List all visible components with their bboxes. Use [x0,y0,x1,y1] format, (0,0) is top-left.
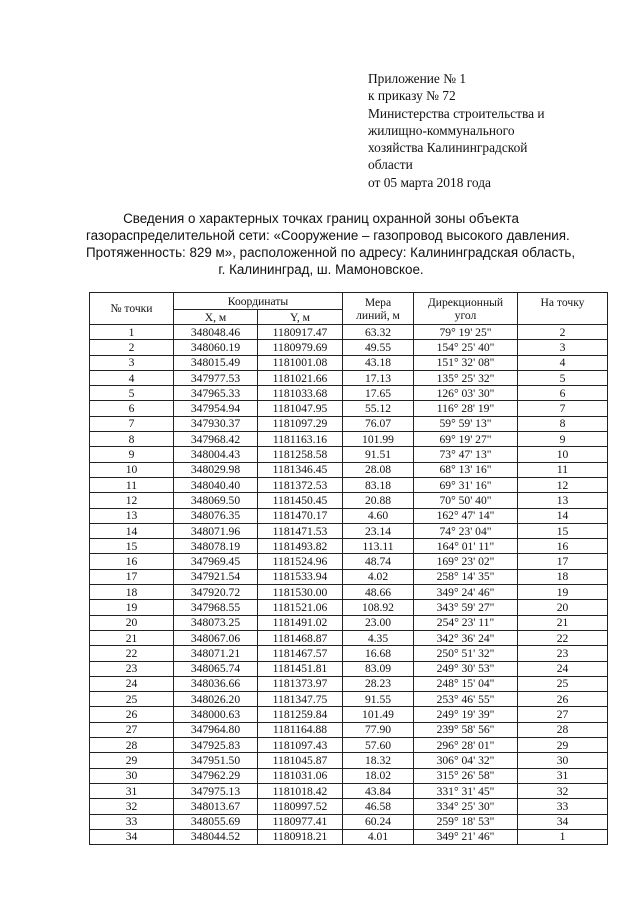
cell-y: 1181097.43 [258,738,343,753]
cell-x: 347925.83 [174,738,258,753]
cell-to-point: 22 [518,630,608,645]
boundary-points-table [89,292,608,845]
cell-length: 60.24 [343,814,414,829]
cell-point-no: 26 [90,707,174,722]
cell-y: 1181164.88 [258,722,343,737]
table-row [90,508,608,523]
cell-x: 348073.25 [174,615,258,630]
cell-angle: 69° 19' 27" [414,432,518,447]
table-row [90,477,608,492]
cell-angle: 259° 18' 53" [414,814,518,829]
cell-point-no: 21 [90,630,174,645]
cell-x: 348026.20 [174,692,258,707]
cell-length: 4.35 [343,630,414,645]
cell-angle: 250° 51' 32" [414,646,518,661]
table-row [90,646,608,661]
cell-y: 1181163.16 [258,432,343,447]
table-row [90,539,608,554]
cell-x: 348000.63 [174,707,258,722]
cell-length: 4.02 [343,569,414,584]
cell-x: 348040.40 [174,477,258,492]
cell-y: 1181346.45 [258,462,343,477]
cell-y: 1180979.69 [258,340,343,355]
cell-length: 48.74 [343,554,414,569]
table-row [90,753,608,768]
cell-angle: 154° 25' 40" [414,340,518,355]
header-x: X, м [174,310,258,325]
header-to-point: На точку [518,293,608,325]
cell-to-point: 13 [518,493,608,508]
appendix-line: жилищно-коммунального [368,122,515,138]
cell-length: 83.09 [343,661,414,676]
cell-length: 16.68 [343,646,414,661]
cell-angle: 306° 04' 32" [414,753,518,768]
cell-length: 28.23 [343,676,414,691]
cell-length: 113.11 [343,539,414,554]
cell-to-point: 21 [518,615,608,630]
cell-point-no: 25 [90,692,174,707]
cell-x: 347977.53 [174,370,258,385]
cell-y: 1181031.06 [258,768,343,783]
table-row [90,600,608,615]
cell-y: 1181045.87 [258,753,343,768]
cell-angle: 254° 23' 11" [414,615,518,630]
cell-angle: 248° 15' 04" [414,676,518,691]
cell-length: 18.32 [343,753,414,768]
cell-point-no: 28 [90,738,174,753]
table-row [90,416,608,431]
cell-to-point: 29 [518,738,608,753]
cell-y: 1181521.06 [258,600,343,615]
cell-y: 1181470.17 [258,508,343,523]
cell-angle: 79° 19' 25" [414,325,518,340]
cell-length: 17.13 [343,370,414,385]
cell-to-point: 33 [518,799,608,814]
cell-x: 348071.21 [174,646,258,661]
cell-length: 101.49 [343,707,414,722]
cell-point-no: 32 [90,799,174,814]
cell-x: 348065.74 [174,661,258,676]
cell-x: 348044.52 [174,829,258,844]
cell-to-point: 26 [518,692,608,707]
cell-to-point: 31 [518,768,608,783]
cell-point-no: 13 [90,508,174,523]
header-line-length: Мера линий, м [343,293,414,325]
table-row [90,569,608,584]
cell-length: 55.12 [343,401,414,416]
table-row [90,386,608,401]
cell-point-no: 14 [90,523,174,538]
heading-line: Сведения о характерных точках границ охранной зоны объекта [123,211,519,226]
cell-angle: 151° 32' 08" [414,355,518,370]
cell-length: 76.07 [343,416,414,431]
cell-point-no: 11 [90,477,174,492]
table-row [90,783,608,798]
cell-angle: 334° 25' 30" [414,799,518,814]
table-row [90,432,608,447]
table-row [90,462,608,477]
cell-y: 1181373.97 [258,676,343,691]
header-y: Y, м [258,310,343,325]
cell-y: 1180918.21 [258,829,343,844]
cell-length: 48.66 [343,585,414,600]
table-row [90,401,608,416]
table-row [90,493,608,508]
table-row [90,630,608,645]
cell-to-point: 12 [518,477,608,492]
cell-x: 347964.80 [174,722,258,737]
cell-to-point: 10 [518,447,608,462]
cell-angle: 331° 31' 45" [414,783,518,798]
cell-length: 43.84 [343,783,414,798]
cell-y: 1181471.53 [258,523,343,538]
cell-y: 1181259.84 [258,707,343,722]
cell-to-point: 16 [518,539,608,554]
cell-y: 1180977.41 [258,814,343,829]
cell-angle: 342° 36' 24" [414,630,518,645]
cell-y: 1181491.02 [258,615,343,630]
cell-point-no: 29 [90,753,174,768]
cell-to-point: 23 [518,646,608,661]
cell-angle: 239° 58' 56" [414,722,518,737]
cell-angle: 126° 03' 30" [414,386,518,401]
cell-length: 4.01 [343,829,414,844]
cell-length: 17.65 [343,386,414,401]
cell-length: 20.88 [343,493,414,508]
cell-to-point: 24 [518,661,608,676]
cell-to-point: 18 [518,569,608,584]
cell-y: 1181347.75 [258,692,343,707]
cell-x: 348048.46 [174,325,258,340]
header-direction-angle: Дирекционный угол [414,293,518,325]
cell-x: 347969.45 [174,554,258,569]
cell-angle: 249° 30' 53" [414,661,518,676]
cell-y: 1181018.42 [258,783,343,798]
cell-x: 347962.29 [174,768,258,783]
table-row [90,707,608,722]
cell-point-no: 4 [90,370,174,385]
cell-to-point: 11 [518,462,608,477]
cell-point-no: 30 [90,768,174,783]
cell-point-no: 8 [90,432,174,447]
cell-y: 1181258.58 [258,447,343,462]
cell-y: 1181524.96 [258,554,343,569]
cell-x: 348078.19 [174,539,258,554]
cell-to-point: 27 [518,707,608,722]
cell-point-no: 1 [90,325,174,340]
table-row [90,692,608,707]
appendix-line: области [368,157,413,173]
cell-to-point: 34 [518,814,608,829]
table-row [90,814,608,829]
cell-length: 28.08 [343,462,414,477]
cell-x: 348069.50 [174,493,258,508]
cell-y: 1181021.66 [258,370,343,385]
table-row [90,585,608,600]
cell-angle: 169° 23' 02" [414,554,518,569]
cell-to-point: 30 [518,753,608,768]
cell-to-point: 3 [518,340,608,355]
cell-point-no: 24 [90,676,174,691]
cell-to-point: 8 [518,416,608,431]
cell-to-point: 2 [518,325,608,340]
cell-to-point: 4 [518,355,608,370]
cell-to-point: 25 [518,676,608,691]
cell-point-no: 16 [90,554,174,569]
table-row [90,340,608,355]
cell-to-point: 6 [518,386,608,401]
cell-length: 91.55 [343,692,414,707]
cell-length: 46.58 [343,799,414,814]
cell-length: 101.99 [343,432,414,447]
cell-x: 347930.37 [174,416,258,431]
cell-length: 49.55 [343,340,414,355]
appendix-line: к приказу № 72 [368,88,456,104]
header-point-no: № точки [90,293,174,325]
cell-angle: 164° 01' 11" [414,539,518,554]
cell-angle: 68° 13' 16" [414,462,518,477]
cell-x: 348071.96 [174,523,258,538]
table-row [90,661,608,676]
table-row [90,325,608,340]
cell-y: 1181047.95 [258,401,343,416]
cell-point-no: 27 [90,722,174,737]
cell-y: 1181530.00 [258,585,343,600]
cell-length: 108.92 [343,600,414,615]
cell-point-no: 17 [90,569,174,584]
cell-point-no: 3 [90,355,174,370]
cell-length: 23.00 [343,615,414,630]
cell-point-no: 7 [90,416,174,431]
cell-x: 347951.50 [174,753,258,768]
appendix-line: Приложение № 1 [368,71,467,86]
cell-angle: 73° 47' 13" [414,447,518,462]
cell-point-no: 10 [90,462,174,477]
cell-x: 347968.55 [174,600,258,615]
table-row [90,676,608,691]
cell-angle: 74° 23' 04" [414,523,518,538]
cell-point-no: 6 [90,401,174,416]
cell-to-point: 19 [518,585,608,600]
cell-point-no: 31 [90,783,174,798]
cell-point-no: 33 [90,814,174,829]
appendix-line: от 05 марта 2018 года [368,174,491,190]
table-row [90,615,608,630]
cell-angle: 59° 59' 13" [414,416,518,431]
table-row [90,355,608,370]
cell-y: 1181372.53 [258,477,343,492]
cell-y: 1181450.45 [258,493,343,508]
cell-y: 1181451.81 [258,661,343,676]
cell-to-point: 9 [518,432,608,447]
cell-y: 1181097.29 [258,416,343,431]
cell-angle: 296° 28' 01" [414,738,518,753]
cell-x: 348060.19 [174,340,258,355]
cell-x: 348055.69 [174,814,258,829]
cell-angle: 258° 14' 35" [414,569,518,584]
cell-point-no: 34 [90,829,174,844]
table-row [90,447,608,462]
cell-angle: 249° 19' 39" [414,707,518,722]
header-coordinates: Координаты [174,293,343,310]
cell-to-point: 17 [518,554,608,569]
cell-point-no: 5 [90,386,174,401]
cell-x: 347920.72 [174,585,258,600]
heading-line: Протяженность: 829 м», расположенной по адресу: Калининградская область, [86,245,576,260]
appendix-line: хозяйства Калининградской [368,140,528,156]
cell-angle: 116° 28' 19" [414,401,518,416]
cell-x: 347921.54 [174,569,258,584]
cell-point-no: 2 [90,340,174,355]
cell-y: 1180997.52 [258,799,343,814]
cell-y: 1181493.82 [258,539,343,554]
cell-to-point: 20 [518,600,608,615]
cell-x: 347968.42 [174,432,258,447]
cell-x: 348076.35 [174,508,258,523]
cell-angle: 253° 46' 55" [414,692,518,707]
cell-y: 1180917.47 [258,325,343,340]
cell-y: 1181001.08 [258,355,343,370]
cell-x: 347954.94 [174,401,258,416]
cell-angle: 70° 50' 40" [414,493,518,508]
cell-point-no: 18 [90,585,174,600]
heading-line: газораспределительной сети: «Сооружение – газопровод высокого давления. [86,228,570,243]
cell-x: 348015.49 [174,355,258,370]
cell-y: 1181467.57 [258,646,343,661]
table-row [90,554,608,569]
cell-angle: 343° 59' 27" [414,600,518,615]
appendix-header [368,70,545,191]
table-row [90,768,608,783]
document-heading [86,210,576,278]
appendix-line: Министерства строительства и [368,105,545,121]
cell-to-point: 15 [518,523,608,538]
cell-y: 1181533.94 [258,569,343,584]
cell-to-point: 14 [518,508,608,523]
cell-x: 348004.43 [174,447,258,462]
cell-y: 1181033.68 [258,386,343,401]
cell-length: 4.60 [343,508,414,523]
cell-y: 1181468.87 [258,630,343,645]
cell-point-no: 22 [90,646,174,661]
cell-point-no: 19 [90,600,174,615]
table-row [90,799,608,814]
cell-length: 91.51 [343,447,414,462]
cell-point-no: 15 [90,539,174,554]
cell-point-no: 23 [90,661,174,676]
table-row [90,829,608,844]
cell-length: 63.32 [343,325,414,340]
cell-x: 348013.67 [174,799,258,814]
table-row [90,370,608,385]
cell-x: 348036.66 [174,676,258,691]
cell-to-point: 7 [518,401,608,416]
cell-angle: 162° 47' 14" [414,508,518,523]
cell-x: 347975.13 [174,783,258,798]
cell-x: 347965.33 [174,386,258,401]
cell-x: 348029.98 [174,462,258,477]
cell-length: 23.14 [343,523,414,538]
table-row [90,523,608,538]
cell-length: 83.18 [343,477,414,492]
cell-to-point: 1 [518,829,608,844]
cell-length: 43.18 [343,355,414,370]
cell-length: 57.60 [343,738,414,753]
cell-to-point: 5 [518,370,608,385]
cell-length: 18.02 [343,768,414,783]
cell-to-point: 32 [518,783,608,798]
cell-point-no: 12 [90,493,174,508]
cell-angle: 135° 25' 32" [414,370,518,385]
cell-x: 348067.06 [174,630,258,645]
heading-line: г. Калининград, ш. Мамоновское. [218,262,424,277]
cell-angle: 349° 24' 46" [414,585,518,600]
cell-to-point: 28 [518,722,608,737]
table-row [90,722,608,737]
cell-angle: 315° 26' 58" [414,768,518,783]
cell-point-no: 20 [90,615,174,630]
cell-length: 77.90 [343,722,414,737]
cell-angle: 69° 31' 16" [414,477,518,492]
table-row [90,738,608,753]
cell-point-no: 9 [90,447,174,462]
table-body [90,325,608,845]
cell-angle: 349° 21' 46" [414,829,518,844]
